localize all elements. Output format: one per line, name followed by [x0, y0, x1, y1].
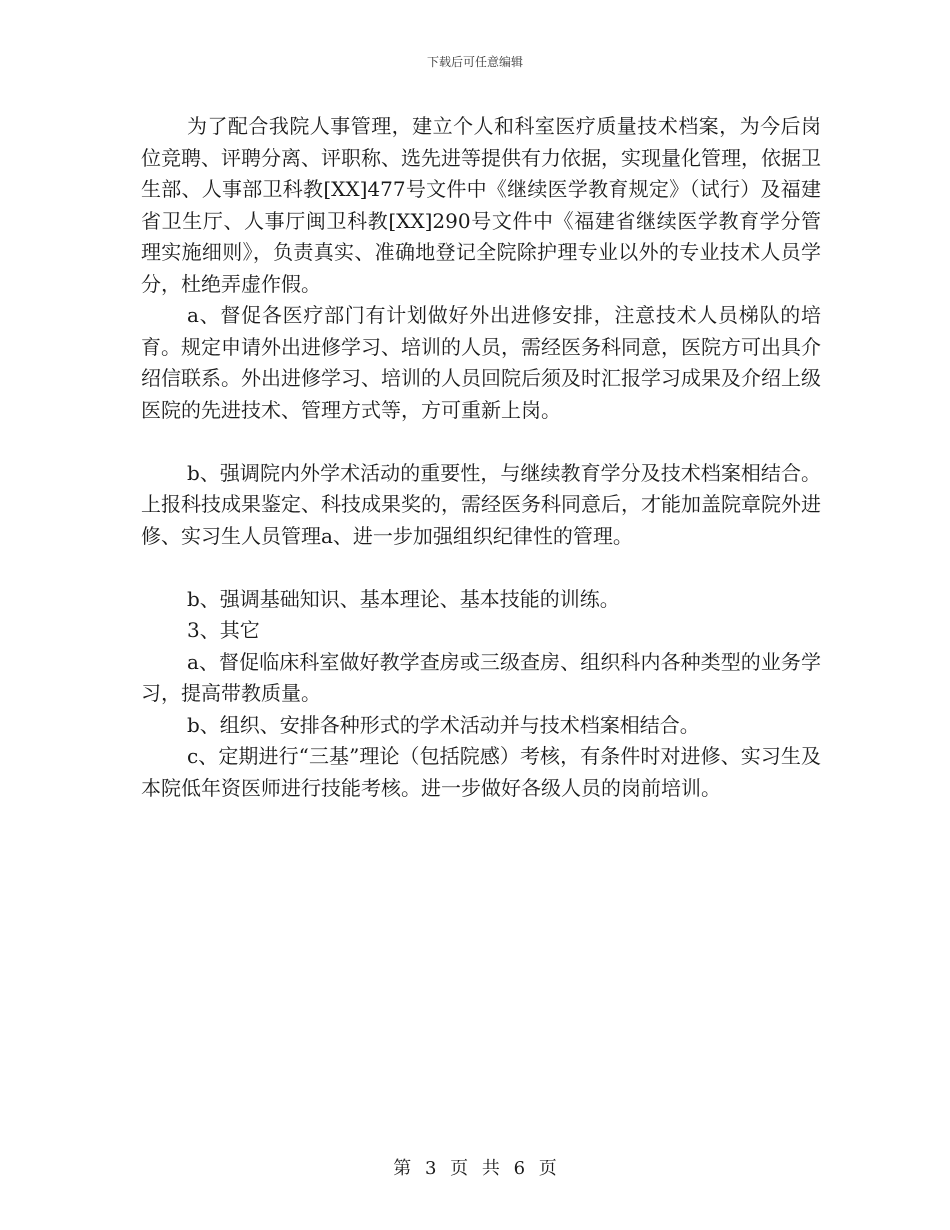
- paragraph-item-c-exam: c、定期进行“三基”理论（包括院感）考核，有条件时对进修、实习生及本院低年资医师进行技能考核。进一步做好各级人员的岗前培训。: [141, 744, 821, 800]
- footer-label-page: 第: [393, 1158, 412, 1179]
- paragraph-intro: 为了配合我院人事管理，建立个人和科室医疗质量技术档案，为今后岗位竞聘、评聘分离、评职称、选先进等提供有力依据，实现量化管理，依据卫生部、人事部卫科教[XX]477号文件中《继续医学教育规定》（试行）及福建省卫生厅、人事厅闽卫科教[XX]290号文件中《福建省继续医学教育学分管理实施细则》，负责真实、准确地登记全院除护理专业以外的专业技术人员学分，杜绝弄虚作假。: [141, 114, 821, 296]
- paragraph-item-b-academic: b、强调院内外学术活动的重要性，与继续教育学分及技术档案相结合。上报科技成果鉴定、科技成果奖的，需经医务科同意后，才能加盖院章院外进修、实习生人员管理a、进一步加强组织纪律性的管理。: [141, 460, 821, 548]
- paragraph-item-a-rounds: a、督促临床科室做好教学查房或三级查房、组织科内各种类型的业务学习，提高带教质量。: [141, 649, 821, 705]
- footer-label-unit-end: 页: [538, 1158, 557, 1179]
- footer-label-total: 共: [481, 1158, 500, 1179]
- page-header: 下载后可任意编辑: [426, 55, 523, 69]
- footer-current-page: 3: [424, 1158, 437, 1179]
- paragraph-item-a-training: a、督促各医疗部门有计划做好外出进修安排，注意技术人员梯队的培育。规定申请外出进修学习、培训的人员，需经医务科同意，医院方可出具介绍信联系。外出进修学习、培训的人员回院后须及时汇报学习成果及介绍上级医院的先进技术、管理方式等，方可重新上岗。: [141, 303, 821, 422]
- paragraph-item-b-activities: b、组织、安排各种形式的学术活动并与技术档案相结合。: [187, 712, 700, 737]
- page-footer: [0, 1154, 950, 1180]
- section-heading-other: 3、其它: [187, 618, 260, 642]
- footer-label-unit: 页: [450, 1158, 469, 1179]
- footer-total-pages: 6: [513, 1158, 526, 1179]
- paragraph-item-b-basics: b、强调基础知识、基本理论、基本技能的训练。: [187, 586, 620, 611]
- document-body: [141, 111, 821, 804]
